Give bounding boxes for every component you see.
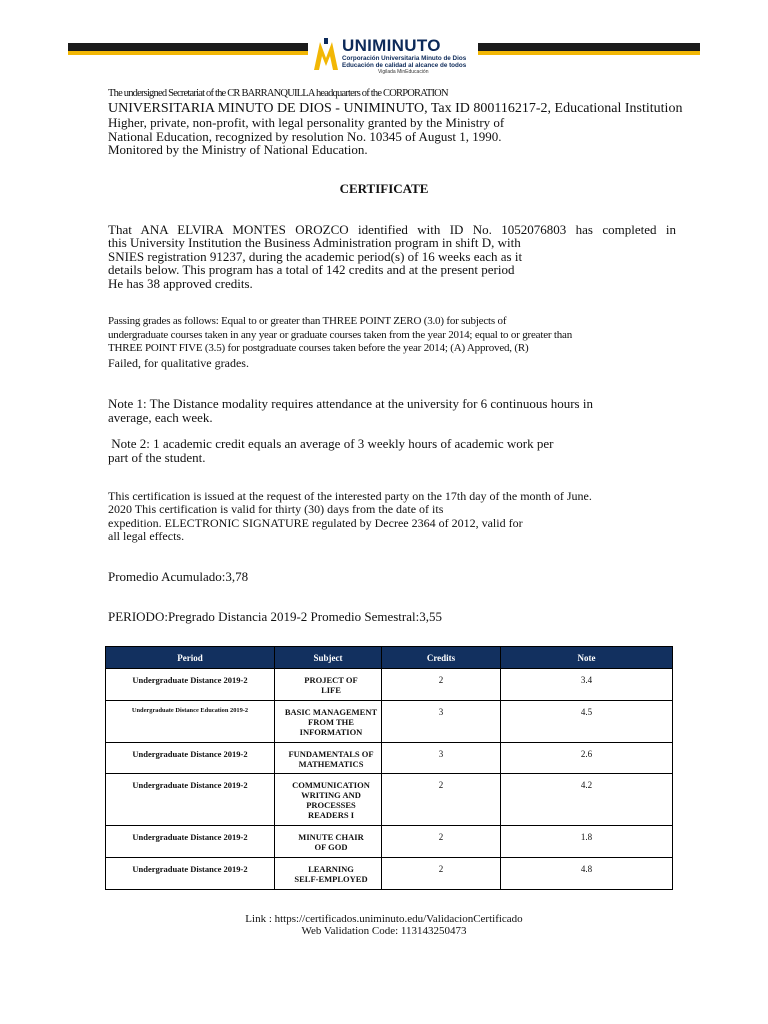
brand-tagline-1: Corporación Universitaria Minuto de Dios — [342, 55, 467, 62]
grades-table — [105, 646, 673, 890]
subject-line: BASIC MANAGEMENT — [284, 707, 378, 717]
validation-code: Web Validation Code: 113143250473 — [301, 925, 467, 937]
issuance-line: expedition. ELECTRONIC SIGNATURE regulated by Decree 2364 of 2012, valid for — [108, 516, 523, 530]
certificate-title: CERTIFICATE — [339, 181, 429, 196]
subject-line: INFORMATION — [299, 727, 363, 737]
row-credits: 2 — [382, 858, 501, 890]
brand-tagline-3: Vigilada MinEducación — [378, 69, 429, 75]
table-row — [106, 743, 673, 774]
note-2-line: Note 2: 1 academic credit equals an average of 3 weekly hours of academic work per — [108, 436, 554, 451]
subject-line: LEARNING — [308, 864, 354, 874]
brand-tagline-2: Educación de calidad al alcance de todos — [342, 62, 467, 69]
row-credits: 2 — [382, 774, 501, 826]
passing-grades-line: Failed, for qualitative grades. — [108, 356, 249, 370]
header-band-right — [478, 43, 700, 55]
table-row — [106, 701, 673, 743]
row-note: 2.6 — [501, 743, 673, 774]
row-subject — [275, 858, 382, 890]
header-period: Period — [106, 647, 275, 669]
row-period: Undergraduate Distance Education 2019-2 — [106, 701, 275, 743]
subject-line: COMMUNICATION — [292, 780, 370, 790]
uniminuto-logo — [312, 36, 476, 76]
intro-line: National Education, recognized by resolution No. 10345 of August 1, 1990. — [108, 129, 502, 144]
header-subject: Subject — [275, 647, 382, 669]
row-note: 1.8 — [501, 826, 673, 858]
subject-line: FROM THE — [308, 717, 354, 727]
issuance-line: all legal effects. — [108, 529, 185, 543]
row-note: 4.5 — [501, 701, 673, 743]
row-period: Undergraduate Distance 2019-2 — [106, 743, 275, 774]
row-subject — [275, 669, 382, 701]
row-credits: 3 — [382, 701, 501, 743]
row-note: 3.4 — [501, 669, 673, 701]
subject-line: PROJECT OF — [304, 675, 358, 685]
table-row — [106, 826, 673, 858]
subject-line: SELF-EMPLOYED — [294, 874, 368, 884]
row-period: Undergraduate Distance 2019-2 — [106, 774, 275, 826]
table-row — [106, 774, 673, 826]
row-credits: 2 — [382, 826, 501, 858]
validation-link[interactable]: Link : https://certificados.uniminuto.edu/ValidacionCertificado — [245, 913, 523, 925]
body-line: details below. This program has a total of 142 credits and at the present period — [108, 262, 515, 277]
row-credits: 3 — [382, 743, 501, 774]
brand-name: UNIMINUTO — [342, 36, 441, 55]
row-period: Undergraduate Distance 2019-2 — [106, 858, 275, 890]
subject-line: MATHEMATICS — [298, 759, 364, 769]
header-band-left — [68, 43, 308, 55]
row-subject — [275, 774, 382, 826]
subject-line: WRITING AND — [301, 790, 361, 800]
body-line: He has 38 approved credits. — [108, 276, 253, 291]
intro-line: UNIVERSITARIA MINUTO DE DIOS - UNIMINUTO, Tax ID 800116217-2, Educational Institution — [108, 101, 683, 116]
intro-line: Monitored by the Ministry of National Education. — [108, 142, 368, 157]
note-2-line: part of the student. — [108, 450, 206, 465]
body-line: SNIES registration 91237, during the academic period(s) of 16 weeks each as it — [108, 249, 523, 264]
subject-line: FUNDAMENTALS OF — [288, 749, 374, 759]
subject-line: OF GOD — [314, 842, 348, 852]
issuance-line: 2020 This certification is valid for thirty (30) days from the date of its — [108, 502, 444, 516]
body-line: That ANA ELVIRA MONTES OROZCO identified with ID No. 1052076803 has completed in — [108, 222, 676, 237]
subject-line: LIFE — [321, 685, 341, 695]
note-1-line: average, each week. — [108, 410, 213, 425]
row-credits: 2 — [382, 669, 501, 701]
header-note: Note — [501, 647, 673, 669]
row-note: 4.2 — [501, 774, 673, 826]
row-subject — [275, 743, 382, 774]
passing-grades-line: Passing grades as follows: Equal to or greater than THREE POINT ZERO (3.0) for subjects of — [108, 315, 507, 327]
logo-mark-icon — [312, 36, 340, 76]
subject-line: READERS I — [307, 810, 355, 820]
passing-grades-line: THREE POINT FIVE (3.5) for postgraduate courses taken before the year 2014; (A) Approved, (R) — [108, 342, 529, 354]
header-credits: Credits — [382, 647, 501, 669]
subject-line: MINUTE CHAIR — [298, 832, 364, 842]
row-subject — [275, 701, 382, 743]
table-header-row — [106, 647, 673, 669]
subject-line: PROCESSES — [306, 800, 356, 810]
intro-line: The undersigned Secretariat of the CR BARRANQUILLA headquarters of the CORPORATION — [108, 88, 448, 99]
row-note: 4.8 — [501, 858, 673, 890]
period-summary: PERIODO:Pregrado Distancia 2019-2 Promedio Semestral:3,55 — [108, 609, 442, 624]
table-row — [106, 669, 673, 701]
row-period: Undergraduate Distance 2019-2 — [106, 826, 275, 858]
body-line: this University Institution the Business Administration program in shift D, with — [108, 235, 521, 250]
row-subject — [275, 826, 382, 858]
issuance-line: This certification is issued at the request of the interested party on the 17th day of the month of June. — [108, 489, 592, 503]
row-period: Undergraduate Distance 2019-2 — [106, 669, 275, 701]
note-1-line: Note 1: The Distance modality requires attendance at the university for 6 continuous hours in — [108, 396, 593, 411]
table-row — [106, 858, 673, 890]
passing-grades-line: undergraduate courses taken in any year or graduate courses taken from the year 2014; equal to or greater than — [108, 329, 573, 341]
cumulative-average: Promedio Acumulado:3,78 — [108, 569, 249, 584]
intro-line: Higher, private, non-profit, with legal personality granted by the Ministry of — [108, 115, 505, 130]
